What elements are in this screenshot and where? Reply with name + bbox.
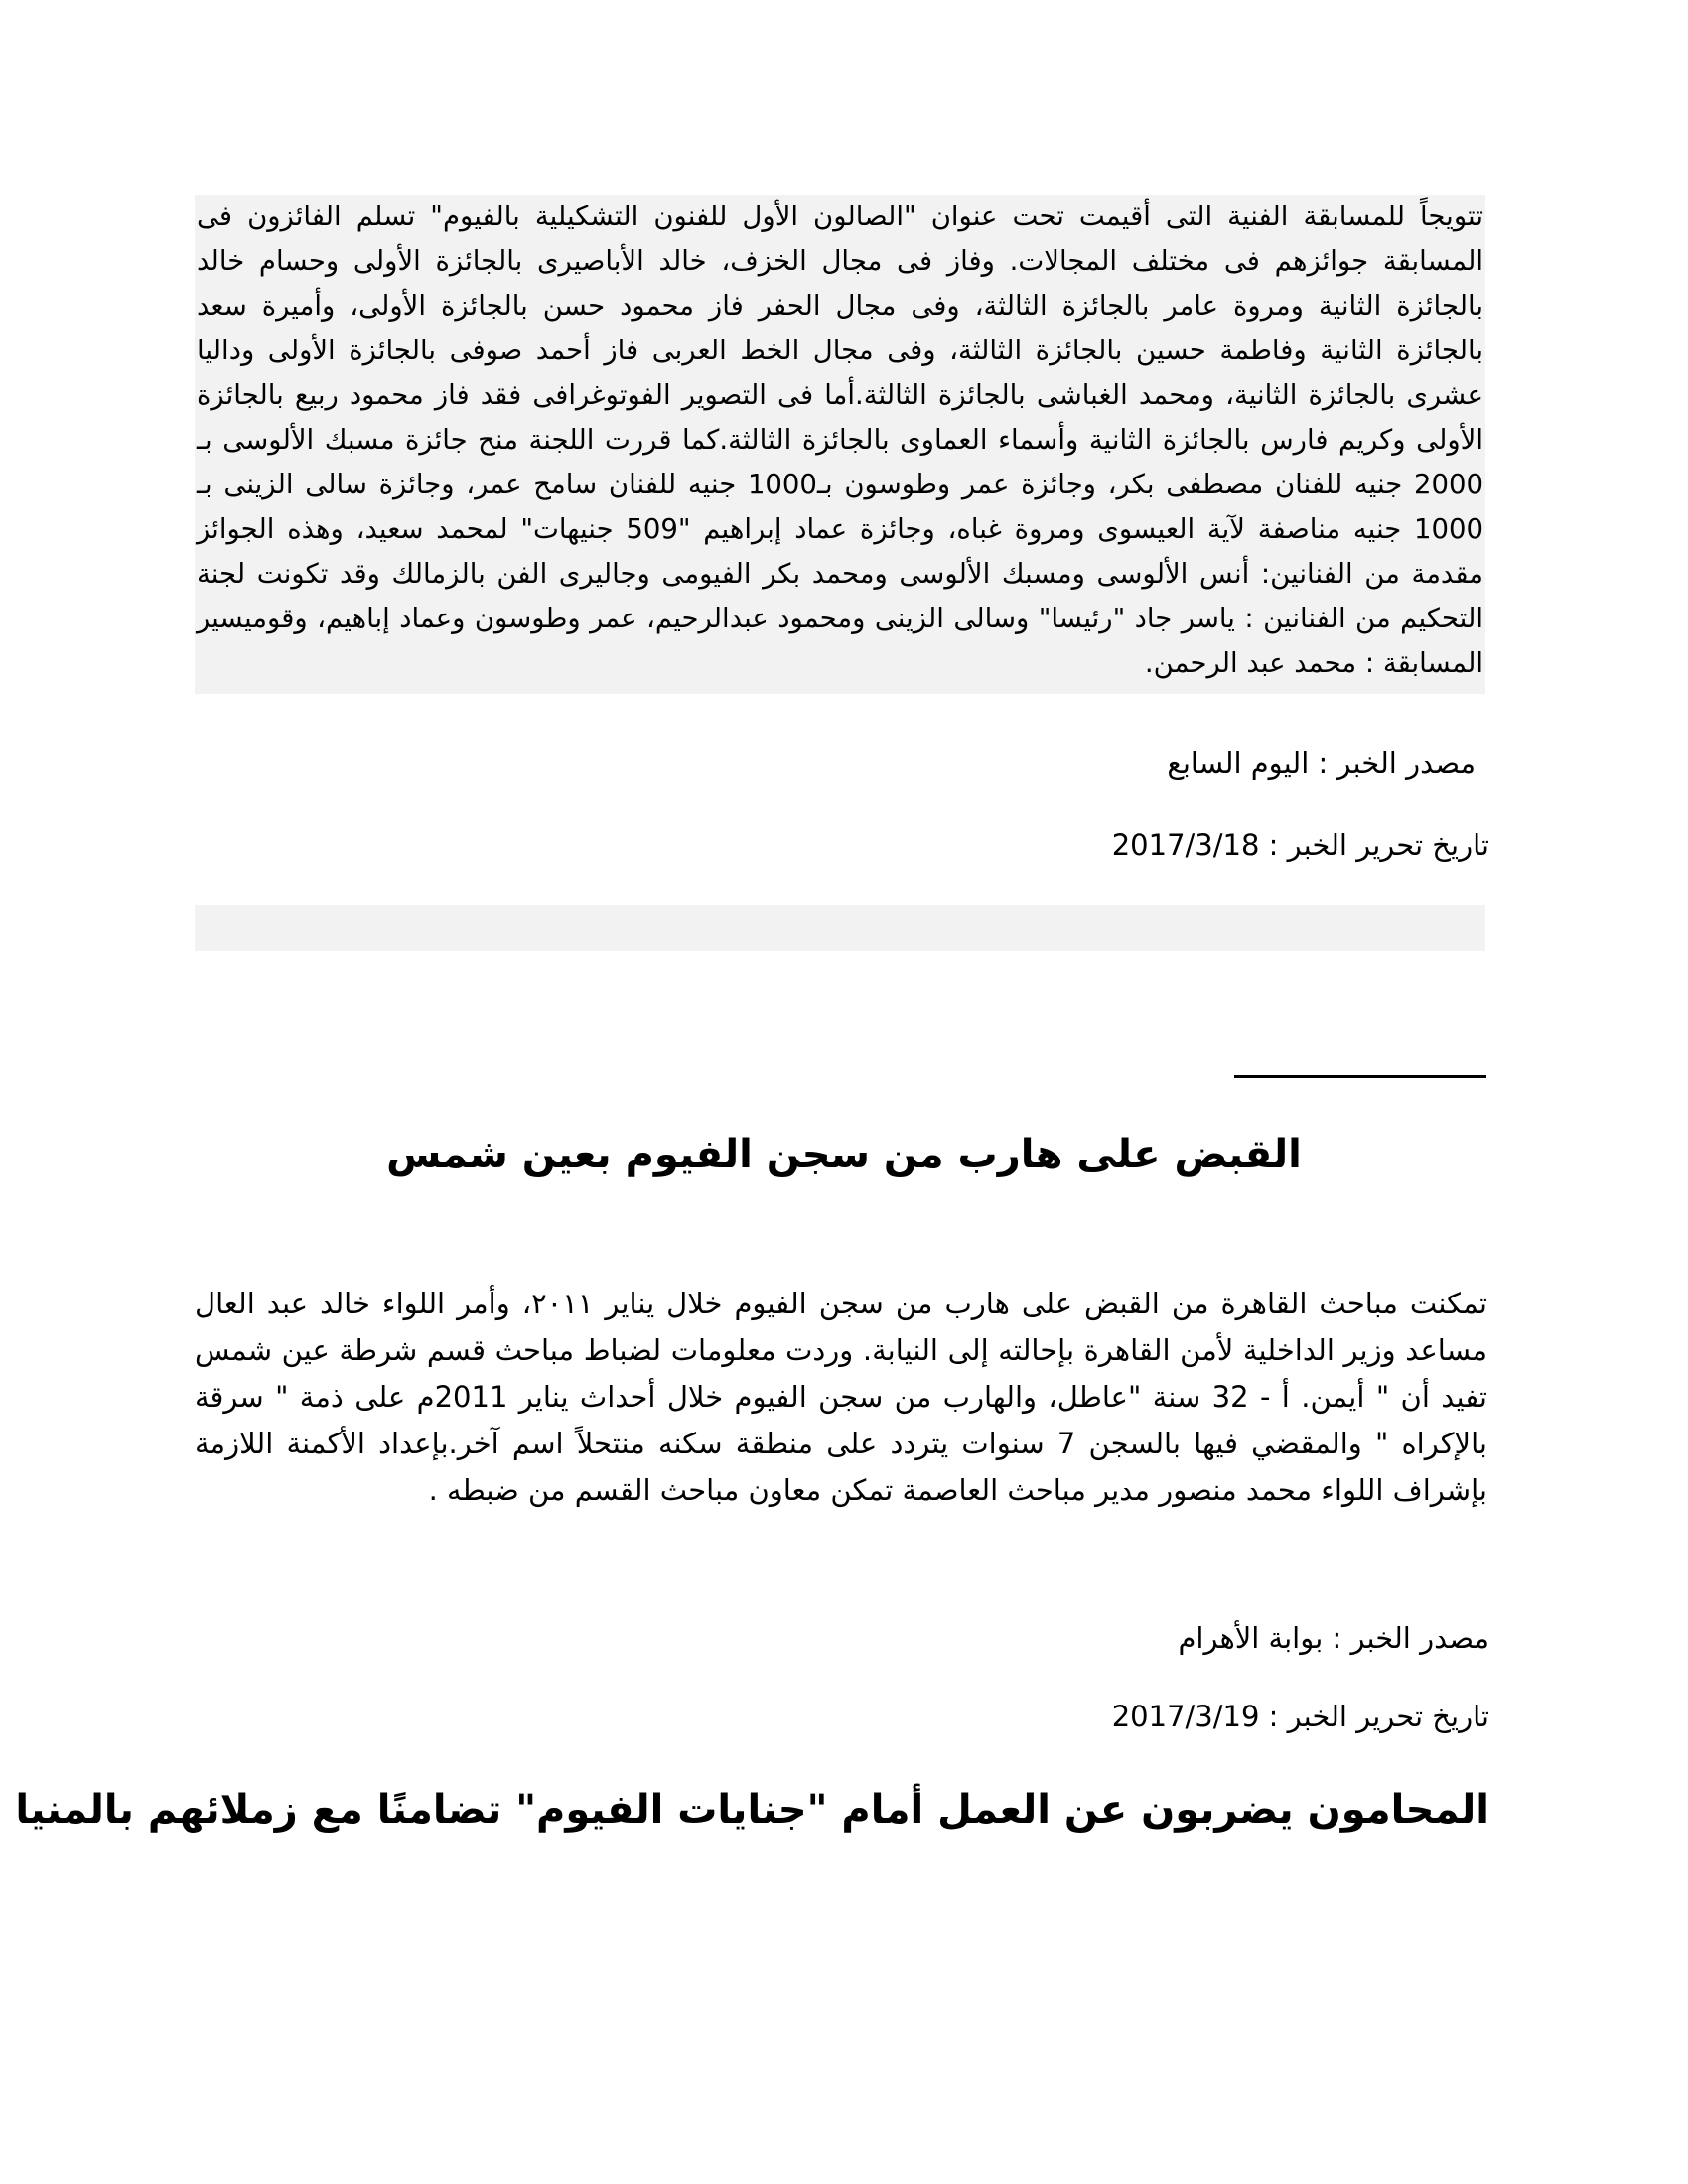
news-source-line: [1178, 1621, 1489, 1655]
highlight-strip: [195, 905, 1485, 951]
news-source-label: مصدر الخبر :: [1323, 1621, 1489, 1655]
news-date-value: 2017/3/19: [1111, 1700, 1260, 1733]
news-source-value: اليوم السابع: [1167, 747, 1310, 780]
news-date-line: [1112, 828, 1489, 862]
news-date-line: [1112, 1700, 1489, 1733]
article-headline: القبض على هارب من سجن الفيوم بعين شمس: [386, 1132, 1302, 1177]
news-source-line: [1167, 747, 1476, 780]
news-date-label: تاريخ تحرير الخبر :: [1259, 1700, 1489, 1733]
news-source-value: بوابة الأهرام: [1178, 1621, 1324, 1655]
section-divider: [1234, 1075, 1486, 1078]
article-headline: المحامون يضربون عن العمل أمام "جنايات الفيوم" تضامنًا مع زملائهم بالمنيا: [15, 1787, 1489, 1833]
article-body: تمكنت مباحث القاهرة من القبض على هارب من سجن الفيوم خلال يناير ٢٠١١، وأمر اللواء خالد عبد العال مساعد وزير الداخلية لأمن القاهرة بإحالته إلى النيابة. وردت معلومات لضباط مباحث قسم شرطة عين شمس تفيد أن " أيمن. أ - 32 سنة "عاطل، والهارب من سجن الفيوم خلال أحداث يناير 2011م على ذمة " سرقة بالإكراه " والمقضي فيها بالسجن 7 سنوات يتردد على منطقة سكنه منتحلاً اسم آخر.بإعداد الأكمنة اللازمة بإشراف اللواء محمد منصور مدير مباحث العاصمة تمكن معاون مباحث القسم من ضبطه .: [195, 1287, 1488, 1507]
article-body: تتويجاً للمسابقة الفنية التى أقيمت تحت عنوان "الصالون الأول للفنون التشكيلية بالفيوم" تسلم الفائزون فى المسابقة جوائزهم فى مختلف المجالات. وفاز فى مجال الخزف، خالد الأباصيرى بالجائزة الأولى وحسام خالد بالجائزة الثانية ومروة عامر بالجائزة الثالثة، وفى مجال الحفر فاز محمود حسن بالجائزة الأولى، وأميرة سعد بالجائزة الثانية وفاطمة حسين بالجائزة الثالثة، وفى مجال الخط العربى فاز أحمد صوفى بالجائزة الأولى وداليا عشرى بالجائزة الثانية، ومحمد الغباشى بالجائزة الثالثة.أما فى التصوير الفوتوغرافى فقد فاز محمود ربيع بالجائزة الأولى وكريم فارس بالجائزة الثانية وأسماء العماوى بالجائزة الثالثة.كما قررت اللجنة منح جائزة مسبك الألوسى بـ 2000 جنيه للفنان مصطفى بكر، وجائزة عمر وطوسون بـ1000 جنيه للفنان سامح عمر، وجائزة سالى الزينى بـ 1000 جنيه مناصفة لآية العيسوى ومروة غباه، وجائزة عماد إبراهيم "509 جنيهات" لمحمد سعيد، وهذه الجوائز مقدمة من الفنانين: أنس الألوسى ومسبك الألوسى ومحمد بكر الفيومى وجاليرى الفن بالزمالك وقد تكونت لجنة التحكيم من الفنانين : ياسر جاد "رئيسا" وسالى الزينى ومحمود عبدالرحيم، عمر وطوسون وعماد إباهيم، وقوميسير المسابقة : محمد عبد الرحمن.: [195, 195, 1485, 694]
news-date-label: تاريخ تحرير الخبر :: [1259, 828, 1489, 862]
news-source-label: مصدر الخبر :: [1309, 747, 1476, 780]
news-date-value: 2017/3/18: [1111, 828, 1260, 862]
